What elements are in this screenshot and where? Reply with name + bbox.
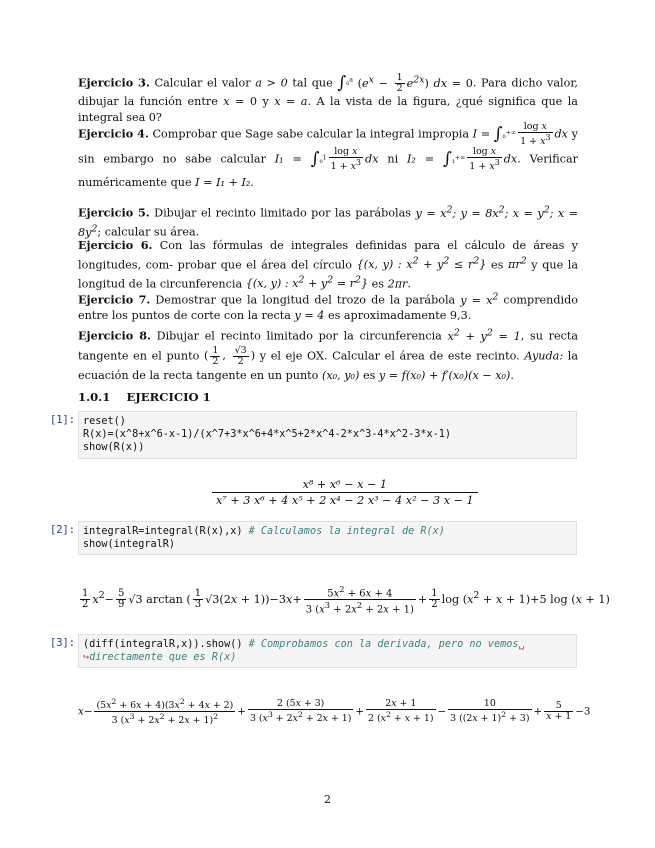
cell-3-prompt: [3]: bbox=[50, 637, 76, 649]
ex4-text-1: Comprobar que Sage sabe calcular la integral impropia bbox=[152, 127, 469, 141]
code-cell-1[interactable] bbox=[78, 411, 577, 459]
exercise-7 bbox=[78, 289, 578, 324]
ex3-integral: ∫$^{_0^a}$ ($e^x$ − $\frac{1}{2}$ $e^{2x}$) dx = 0 bbox=[337, 72, 473, 95]
ex3-math-a: a > 0 bbox=[255, 76, 288, 90]
exercise-4-label: Ejercicio 4. bbox=[78, 126, 149, 141]
exercise-8-label: Ejercicio 8. bbox=[78, 328, 151, 343]
exercise-3-label: Ejercicio 3. bbox=[78, 75, 150, 90]
section-title: EJERCICIO 1 bbox=[126, 390, 211, 404]
exercise-8: Ejercicio 8. Dibujar el recinto limitado por la circunferencia $x^2 + y^2 = 1$, su recta tangente en el punto ( $\frac{1}{2}$ , $\frac{√3}{2}$ ) y el eje OX. Calcular el área de este recinto. Ayuda: la ecuación de la recta tangente en un punto (x₀, y₀) es y = f(x₀) + f′(x₀)(x − x₀). bbox=[78, 327, 579, 382]
ex3-text-1: Calcular el valor bbox=[154, 76, 251, 90]
ex8-math-circle: $x^2 + y^2 = 1$ bbox=[447, 327, 521, 343]
ex6-text-1: Con las fórmulas de integrales definidas para el cálculo de áreas y longitudes, com- bbox=[78, 239, 578, 272]
ex5-math: $y = x^2$; $y = 8x^2$; $x = y^2$; $x = 8y^2$ bbox=[78, 204, 578, 239]
ex6-math-area: $\pi r^2$ bbox=[508, 255, 527, 272]
output-1 bbox=[212, 478, 474, 507]
cell-3-comment-line-2: directamente que es R(x) bbox=[89, 652, 237, 663]
ex4-math-I1: I₁ bbox=[274, 152, 284, 166]
ex7-text-2: comprendido entre los bbox=[78, 293, 579, 323]
ex4-text-2: y sin bbox=[78, 127, 578, 166]
ex5-text-2: calcular su área. bbox=[104, 225, 200, 239]
ex6-math-length: 2πr bbox=[387, 277, 408, 291]
exercise-3: Ejercicio 3. Calcular el valor a > 0 tal que ∫$^{_0^a}$ ($e^x$ − $\frac{1}{2}$ $e^{2x}$) dx = 0. Para dicho valor, dibujar la función entre x = 0 y x = a. A la vista de la figura, ¿qué significa que la integral sea 0? bbox=[78, 72, 578, 124]
cell-1-line-1: reset() bbox=[83, 416, 126, 427]
exercise-5-label: Ejercicio 5. bbox=[78, 205, 150, 220]
ex4-math-sum: I = I₁ + I₂ bbox=[195, 176, 251, 190]
ex3-text-4: función entre bbox=[139, 95, 218, 109]
ex6-text-2: probar que el área del círculo bbox=[177, 258, 352, 272]
ex6-text-3: es bbox=[491, 258, 504, 272]
ex4-math-I: I bbox=[472, 127, 478, 141]
ex4-math-I2: I₂ bbox=[407, 152, 416, 166]
ex8-math-pt: (x₀, y₀) bbox=[321, 368, 360, 382]
output-1-fraction bbox=[212, 478, 478, 507]
cell-2-comment: # Calculamos la integral de R(x) bbox=[248, 526, 445, 537]
ex4-text-5: . Verificar numéricamente que bbox=[78, 152, 578, 190]
exercise-4: Ejercicio 4. Comprobar que Sage sabe calcular la integral impropia I = ∫$^{_0^{+\infty}}$ $\frac{\text{log x}}{1 + x^3}$ dx y sin embargo no sabe calcular I₁ = ∫$^{_0^1}$ $\frac{\text{log x}}{1 + x^3}$ dx ni I₂ = ∫$^{_1^{+\infty}}$ $\frac{\text{log x}}{1 + x^3}$ dx. Verificar numéricamente que I = I₁ + I₂. bbox=[78, 121, 578, 190]
output-3: x− $\frac{(5x^2 + 6x + 4)(3x^2 + 4x + 2)}{3 (x^3 + 2x^2 + 2x + 1)^2}$ + $\frac{2 (5x + 3)}{3 (x^3 + 2x^2 + 2x + 1)}$ + $\frac{2x + 1}{2 (x^2 + x + 1)}$ − $\frac{10}{3 ((2x + 1)^2 + 3)}$ + $\frac{5}{x + 1}$ −3 bbox=[78, 697, 591, 727]
exercise-6: Ejercicio 6. Con las fórmulas de integrales definidas para el cálculo de áreas y longitudes, com- probar que el área del círculo {(x, y) : $x^2 + y^2 \le r^2$} es $\pi r^2$ y que la longitud de la circunferencia {(x, y) : $x^2 + y^2 = r^2$} es 2πr. bbox=[78, 238, 579, 291]
ex8-hint-label: Ayuda: bbox=[524, 349, 564, 363]
cell-1-prompt: [1]: bbox=[50, 414, 76, 426]
exercise-7-label: Ejercicio 7. bbox=[78, 292, 151, 307]
ex7-text-1: Demostrar que la longitud del trozo de la parábola bbox=[155, 293, 456, 307]
page-number: 2 bbox=[324, 793, 331, 806]
ex8-text-8: es bbox=[362, 368, 376, 382]
ex4-text-4: ni bbox=[387, 152, 399, 166]
code-cell-3[interactable] bbox=[78, 634, 577, 668]
section-number: 1.0.1 bbox=[78, 390, 111, 404]
ex6-text-4: y que la longitud de la circunferencia bbox=[78, 258, 579, 291]
cell-1-line-2: R(x)=(x^8+x^6-x-1)/(x^7+3*x^6+4*x^5+2*x^4-2*x^3-4*x^2-3*x-1) bbox=[83, 429, 452, 440]
output-1-numerator: x⁸ + x⁶ − x − 1 bbox=[212, 478, 478, 493]
exercise-5: Ejercicio 5. Dibujar el recinto limitado por las parábolas $y = x^2$; $y = 8x^2$; $x = y^2$; $x = 8y^2$; calcular su área. bbox=[78, 204, 578, 239]
exercise-6-label: Ejercicio 6. bbox=[78, 238, 153, 252]
ex8-math-tangent: y = f(x₀) + f′(x₀)(x − x₀) bbox=[378, 368, 511, 382]
ex3-math-x0: x bbox=[223, 95, 230, 109]
line-continuation-icon: ↪ bbox=[83, 652, 90, 663]
cell-1-line-3: show(R(x)) bbox=[83, 442, 145, 453]
ex3-text-2: tal que bbox=[292, 76, 333, 90]
ex7-text-3: puntos de corte con la recta bbox=[131, 309, 291, 323]
ex7-text-4: es aproximadamente 9,3. bbox=[327, 309, 472, 323]
ex8-text-3: punto bbox=[166, 349, 200, 363]
ex7-math-parab: $y = x^2$ bbox=[460, 291, 499, 307]
ex7-math-line: y = 4 bbox=[294, 309, 325, 323]
cell-3-code: (diff(integralR,x)).show() bbox=[83, 639, 249, 650]
ex3-text-6: . A la vista de la figura, ¿qué significa que la integral sea 0? bbox=[78, 95, 578, 124]
ex8-text-1: Dibujar el recinto limitado por la circunferencia bbox=[156, 329, 442, 343]
cell-2-prompt: [2]: bbox=[50, 524, 76, 536]
ex3-text-5: y bbox=[262, 95, 269, 109]
output-1-denominator: x⁷ + 3 x⁶ + 4 x⁵ + 2 x⁴ − 2 x³ − 4 x² − 3 x − 1 bbox=[216, 494, 474, 507]
ex8-text-7: en un punto bbox=[250, 368, 319, 382]
ex6-text-5: es bbox=[371, 277, 385, 291]
ex8-text-4: y el eje OX. Calcular el área de este recinto. bbox=[259, 349, 520, 363]
output-2: $\frac{1}{2}$ $x^2-$ $\frac{5}{9}$ √3 arctan ( $\frac{1}{3}$ √3(2x + 1))−3x+ $\frac{5x^2 + 6x + 4}{3 (x^3 + 2x^2 + 2x + 1)}$ + $\frac{1}{2}$ $\log (x^2 + x + 1)+5$ log (x + 1) bbox=[82, 584, 610, 616]
line-wrap-marker: ␣ bbox=[518, 639, 525, 650]
ex4-text-3: embargo no sabe calcular bbox=[103, 152, 266, 166]
cell-2-line-2: show(integralR) bbox=[83, 539, 176, 550]
ex6-math-disk: {(x, y) : $x^2 + y^2 \le r^2$} bbox=[356, 255, 487, 272]
ex3-text-3: . Para dicho valor, dibujar la bbox=[78, 76, 578, 109]
cell-3-comment: # Comprobamos con la derivada, pero no vemos bbox=[248, 639, 519, 650]
cell-2-code: integralR=integral(R(x),x) bbox=[83, 526, 249, 537]
section-heading bbox=[78, 390, 211, 404]
ex5-text-1: Dibujar el recinto limitado por las parábolas bbox=[154, 206, 412, 220]
code-cell-2[interactable] bbox=[78, 521, 577, 555]
ex6-math-circle: {(x, y) : $x^2 + y^2 = r^2$} bbox=[245, 274, 369, 291]
ex8-text-2: , su recta tangente en el bbox=[78, 329, 579, 363]
ex8-math-point: ( $\frac{1}{2}$ , $\frac{√3}{2}$ ) bbox=[203, 344, 256, 367]
ex3-math-xa: x = a bbox=[274, 95, 308, 109]
ex8-text-6: la ecuación de la recta tangente bbox=[78, 349, 579, 382]
